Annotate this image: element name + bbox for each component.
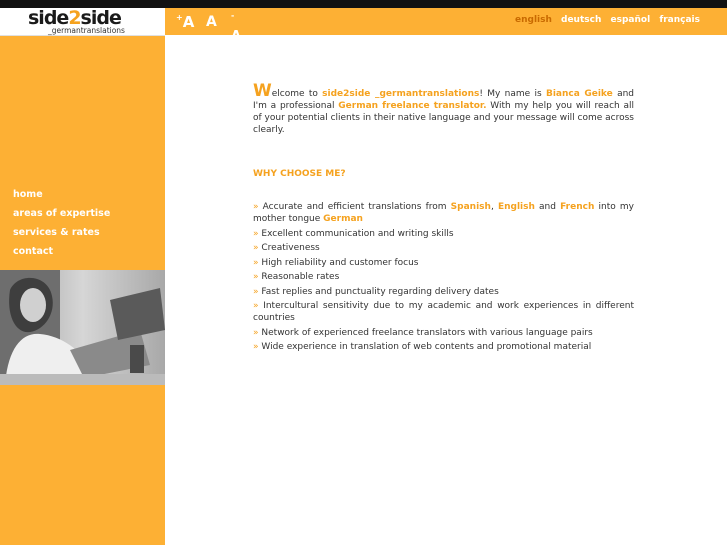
main-nav [13, 185, 110, 261]
name-highlight: Bianca Geike [545, 89, 613, 99]
logo-wordmark: side2side [28, 7, 121, 29]
nav-contact[interactable]: contact [13, 246, 54, 257]
why-choose-heading: WHY CHOOSE ME? [253, 169, 346, 179]
list-item: » Accurate and efficient translations from Spanish, English and French into my mother tongue German [253, 202, 634, 224]
nav-services-rates[interactable]: services & rates [13, 227, 100, 238]
font-normal-button[interactable]: A [206, 14, 217, 30]
bullet-icon: » [253, 342, 259, 352]
list-item: » High reliability and customer focus [253, 257, 419, 268]
list-item: » Excellent communication and writing skills [253, 228, 454, 239]
intro-paragraph: Welcome to side2side _germantranslations! My name is Bianca Geike and I'm a professional German freelance translator. With my help you will reach all of your potential clients in their native language and your message will come across clearly. [253, 81, 635, 135]
bullet-icon: » [253, 327, 259, 338]
reasons-list [253, 201, 634, 353]
lang-deutsch-link[interactable]: deutsch [561, 15, 602, 25]
lang-espanol-link[interactable]: español [610, 15, 651, 25]
bullet-icon: » [253, 202, 259, 212]
main-content [253, 81, 635, 356]
language-switcher [509, 15, 700, 25]
list-item: » Reasonable rates [253, 272, 340, 282]
nav-areas-of-expertise[interactable]: areas of expertise [13, 208, 111, 219]
bullet-icon: » [253, 301, 259, 311]
list-item: » Creativeness [253, 243, 320, 253]
list-item: » Network of experienced freelance translators with various language pairs [253, 327, 593, 338]
list-item: » Wide experience in translation of web contents and promotional material [253, 342, 592, 352]
role-highlight: German freelance translator. [338, 101, 487, 111]
header-bar [165, 8, 727, 44]
lang-english-link[interactable]: english [514, 15, 552, 25]
bullet-icon: » [253, 286, 259, 297]
bullet-icon: » [253, 243, 259, 253]
bullet-icon: » [253, 257, 259, 268]
translator-photo [0, 270, 165, 385]
brand-highlight: side2side _germantranslations [322, 89, 480, 99]
bullet-icon: » [253, 272, 259, 282]
nav-home[interactable]: home [13, 189, 43, 200]
bullet-icon: » [253, 228, 259, 239]
lang-francais-link[interactable]: français [659, 15, 700, 25]
photo-illustration [0, 270, 165, 385]
font-increase-button[interactable]: +A [176, 13, 195, 31]
list-item: » Intercultural sensitivity due to my academic and work experiences in different countries [253, 301, 634, 323]
font-decrease-button[interactable]: -A [231, 11, 242, 44]
logo[interactable] [0, 8, 165, 36]
logo-tagline: _germantranslations [48, 26, 125, 35]
list-item: » Fast replies and punctuality regarding delivery dates [253, 286, 499, 297]
